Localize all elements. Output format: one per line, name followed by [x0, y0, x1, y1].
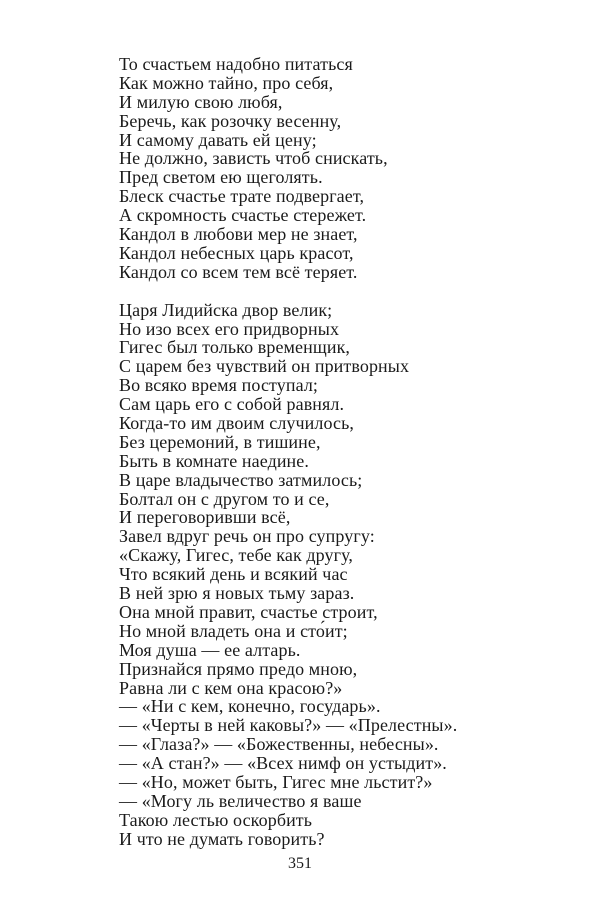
poem-line: Во всяко время поступал;: [119, 375, 319, 396]
poem-line: Что всякий день и всякий час: [119, 564, 348, 585]
poem-line: Пред светом ею щеголять.: [119, 167, 323, 188]
poem-line: Но изо всех его придворных: [119, 318, 340, 339]
poem-line: И самому давать ей цену;: [119, 129, 317, 150]
poem-line: Не должно, зависть чтоб снискать,: [119, 148, 388, 169]
poem-line: Сам царь его с собой равнял.: [119, 394, 345, 415]
poem-line: Кандол небесных царь красот,: [119, 242, 354, 263]
poem-line: Царя Лидийска двор велик;: [119, 299, 333, 320]
poem-line: Завел вдруг речь он про супругу:: [119, 526, 375, 547]
poem-line: Кандол в любови мер не знает,: [119, 224, 358, 245]
poem-line: Равна ли с кем она красою?»: [119, 677, 343, 698]
poem-line: И что не думать говорить?: [119, 828, 325, 849]
poem-line: Как можно тайно, про себя,: [119, 72, 334, 93]
poem-line: Моя душа — ее алтарь.: [119, 639, 301, 660]
poem-line: То счастьем надобно питаться: [119, 54, 353, 74]
poem-line: С царем без чувствий он притворных: [119, 356, 410, 377]
stanza-1: [119, 55, 519, 282]
poem-line: В ней зрю я новых тьму зараз.: [119, 583, 355, 604]
poem-line: Но мной владеть она и сто́ит;: [119, 620, 348, 641]
poem-line: Она мной правит, счастье строит,: [119, 601, 378, 622]
poem-line: Быть в комнате наедине.: [119, 450, 309, 471]
poem-line: Без церемоний, в тишине,: [119, 431, 321, 452]
poem-text: [119, 55, 519, 849]
poem-line: Кандол со всем тем всё теряет.: [119, 261, 358, 282]
poem-line: В царе владычество затмилось;: [119, 469, 363, 490]
poem-line: — «Но, может быть, Гигес мне льстит?»: [119, 771, 433, 792]
stanza-2: [119, 301, 519, 849]
poem-line: «Скажу, Гигес, тебе как другу,: [119, 545, 354, 566]
poem-line: — «Ни с кем, конечно, государь».: [119, 696, 381, 717]
poem-line: Когда-то им двоим случилось,: [119, 413, 355, 434]
poem-line: — «А стан?» — «Всех нимф он устыдит».: [119, 753, 447, 774]
poem-line: Болтал он с другом то и се,: [119, 488, 330, 509]
poem-line: — «Могу ль величество я ваше: [119, 790, 362, 811]
poem-line: Признайся прямо предо мною,: [119, 658, 358, 679]
poem-line: И переговоривши всё,: [119, 507, 291, 528]
poem-line: Такою лестью оскорбить: [119, 809, 313, 830]
poem-line: Беречь, как розочку весенну,: [119, 110, 342, 131]
poem-line: Гигес был только временщик,: [119, 337, 351, 358]
poem-line: А скромность счастье стережет.: [119, 205, 367, 226]
page-number: 351: [288, 855, 312, 872]
poem-line: Блеск счастье трате подвергает,: [119, 186, 365, 207]
poem-line: — «Глаза?» — «Божественны, небесны».: [119, 734, 439, 755]
poem-line: И милую свою любя,: [119, 91, 283, 112]
poem-line: — «Черты в ней каковы?» — «Прелестны».: [119, 715, 458, 736]
